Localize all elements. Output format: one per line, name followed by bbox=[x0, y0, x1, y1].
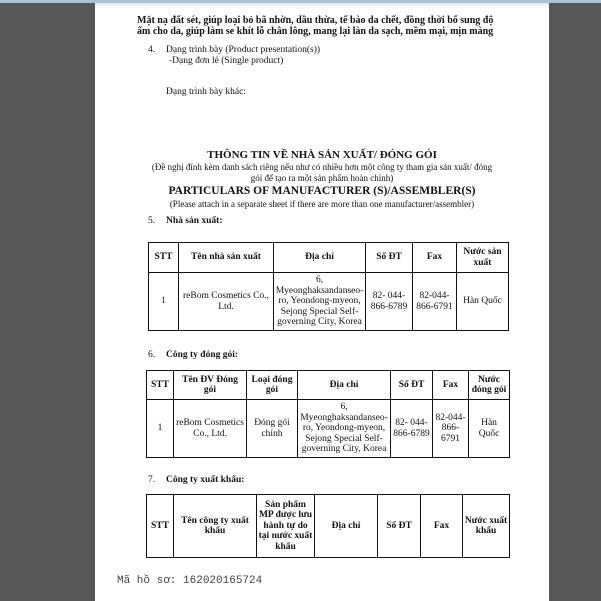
header-cell: Tên nhà sản xuất bbox=[179, 243, 274, 273]
cell-address: 6, Myeonghaksandanseo-ro, Yeondong-myeon, Sejong Special Self-governing City, Korea bbox=[298, 400, 391, 458]
header-cell: Số ĐT bbox=[378, 495, 421, 558]
section-6-number: 6. bbox=[148, 350, 156, 360]
vi-note-line-1: (Đề nghị đính kèm danh sách riêng nếu như có nhiều hơn một công ty tham gia sản xuất/ đóng bbox=[151, 162, 493, 172]
cell-name: reBom Cosmetics Co., Ltd. bbox=[174, 400, 247, 458]
header-cell: Địa chỉ bbox=[274, 243, 366, 273]
cell-fax: 82-044-866-6791 bbox=[433, 400, 469, 458]
document-page bbox=[95, 3, 549, 601]
vi-heading: THÔNG TIN VỀ NHÀ SẢN XUẤT/ ĐÓNG GÓI bbox=[207, 149, 437, 161]
cell-stt: 1 bbox=[149, 273, 179, 331]
table-header-row bbox=[149, 243, 509, 273]
section-4-title: Dạng trình bày (Product presentation(s)) bbox=[166, 45, 321, 55]
cell-name: reBom Cosmetics Co., Ltd. bbox=[179, 273, 274, 331]
cell-fax: 82-044-866-6791 bbox=[413, 273, 457, 331]
header-cell: Số ĐT bbox=[366, 243, 413, 273]
file-code: Mã hồ sơ: 162020165724 bbox=[117, 575, 263, 587]
manufacturer-table bbox=[148, 242, 509, 331]
header-cell: Nước sản xuất bbox=[457, 243, 509, 273]
cell-country: Hàn Quốc bbox=[457, 273, 509, 331]
section-7-title: Công ty xuất khẩu: bbox=[166, 475, 245, 485]
header-cell: Sản phẩm MP được lưu hành tự do tại nước xuất khẩu bbox=[257, 495, 315, 558]
section-4-other-label: Dạng trình bày khác: bbox=[166, 87, 246, 97]
header-cell: Fax bbox=[413, 243, 457, 273]
table-header-row bbox=[147, 495, 510, 558]
page-top-shadow bbox=[95, 3, 549, 7]
section-7-number: 7. bbox=[148, 475, 156, 485]
product-description bbox=[137, 15, 547, 37]
cell-packaging-type: Đóng gói chính bbox=[247, 400, 298, 458]
vi-note-line-2: gói để tạo ra một sản phẩm hoàn chỉnh) bbox=[250, 173, 394, 183]
header-cell: STT bbox=[149, 243, 179, 273]
en-heading: PARTICULARS OF MANUFACTURER (S)/ASSEMBLER(S) bbox=[168, 185, 476, 197]
section-5-title: Nhà sản xuất: bbox=[166, 216, 223, 226]
table-header-row bbox=[147, 371, 510, 400]
header-cell: Fax bbox=[421, 495, 463, 558]
table-row bbox=[147, 400, 510, 458]
header-cell: Fax bbox=[433, 371, 469, 400]
header-cell: Địa chỉ bbox=[315, 495, 378, 558]
header-cell: Địa chỉ bbox=[298, 371, 391, 400]
header-cell: Số ĐT bbox=[391, 371, 433, 400]
section-4-value: -Dạng đơn lẻ (Single product) bbox=[169, 56, 284, 66]
header-cell: Loại đóng gói bbox=[247, 371, 298, 400]
header-cell: STT bbox=[147, 495, 174, 558]
header-cell: Nước xuất khẩu bbox=[463, 495, 510, 558]
cell-stt: 1 bbox=[147, 400, 174, 458]
en-note: (Please attach in a separate sheet if there are more than one manufacturer/assembler) bbox=[169, 199, 475, 209]
packager-table bbox=[146, 370, 510, 458]
cell-country: Hàn Quốc bbox=[469, 400, 510, 458]
header-cell: Tên ĐV Đóng gói bbox=[174, 371, 247, 400]
cell-phone: 82- 044-866-6789 bbox=[391, 400, 433, 458]
cell-address: 6, Myeonghaksandanseo-ro, Yeondong-myeon, Sejong Special Self-governing City, Korea bbox=[274, 273, 366, 331]
section-6-title: Công ty đóng gói: bbox=[166, 350, 239, 360]
product-description-line-2: ẩm cho da, giúp làm se khít lỗ chân lông, mang lại làn da sạch, mềm mại, mịn màng bbox=[137, 26, 494, 37]
cell-phone: 82- 044-866-6789 bbox=[366, 273, 413, 331]
header-cell: STT bbox=[147, 371, 174, 400]
exporter-table bbox=[146, 494, 510, 558]
product-description-line-1: Mặt nạ đất sét, giúp loại bỏ bã nhờn, dầu thừa, tế bào da chết, đồng thời bổ sung độ bbox=[137, 15, 494, 26]
header-cell: Nước đóng gói bbox=[469, 371, 510, 400]
section-4-number: 4. bbox=[148, 45, 156, 55]
header-cell: Tên công ty xuất khẩu bbox=[174, 495, 257, 558]
section-5-number: 5. bbox=[148, 216, 156, 226]
table-row bbox=[149, 273, 509, 331]
